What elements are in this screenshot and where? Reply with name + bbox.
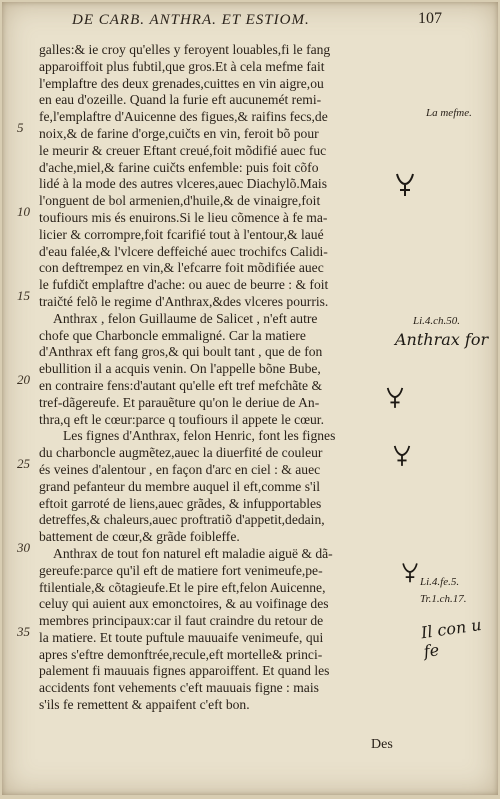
text-line: la matiere. Et toute puftule mauuaife venimeufe, qui	[39, 629, 324, 645]
line-number: 25	[17, 456, 30, 471]
text-line: membres principaux:car il faut craindre du retour de	[39, 613, 324, 629]
text-line: toufiours mis és enuirons.Si le lieu cõmence à fe ma-	[39, 209, 328, 225]
text-line: le meurir & creuer Eftant creué,foit mõdifié auec fuc	[39, 142, 327, 158]
text-line: ebullition il a acquis venin. On l'appelle bõne Bube,	[39, 361, 321, 377]
text-line: battement de cœur,& grãde foibleffe.	[39, 529, 240, 545]
margin-reference: La mefme.	[426, 107, 472, 119]
marginal-mark-icon	[394, 170, 416, 198]
marginal-mark-icon	[400, 560, 420, 584]
text-line: apres s'eftre demonftrée,recule,eft mortelle& princi-	[39, 646, 323, 662]
marginal-mark-icon	[385, 384, 405, 410]
text-line: Anthrax de tout fon naturel eft maladie aiguë & dã-	[53, 545, 333, 561]
text-line: du charboncle augmẽtez,auec la diuerfité de couleur	[39, 445, 323, 461]
text-line: accidents font vehements c'eft mauuais figne : mais	[39, 680, 319, 696]
text-line: lidé à la mode des autres vlceres,auec Diachylõ.Mais	[39, 176, 327, 192]
line-number: 35	[17, 624, 30, 639]
main-text-block	[39, 42, 411, 714]
text-line: tref-dãgereufe. Et parauẽture qu'on le deriue de An-	[39, 394, 320, 410]
handwritten-flourish: Il con u fe	[419, 615, 483, 662]
catchword: Des	[371, 737, 393, 752]
text-line: con deftrempez en vin,& l'efcarre foit mõdifiée auec	[39, 260, 324, 276]
text-line: grand pefanteur du membre auquel il eft,comme s'il	[39, 478, 321, 494]
text-line: licier & corrompre,foit fcarifié tout à l'entour,& laué	[39, 226, 324, 242]
line-number: 15	[17, 288, 30, 303]
line-number: 10	[17, 204, 30, 219]
text-line: ftilentiale,& cõtagieufe.Et le pire eft,felon Auicenne,	[39, 579, 326, 595]
text-line: l'emplaftre des deux grenades,cuittes en vin aigre,ou	[39, 75, 324, 91]
text-line: traičté felõ le regime d'Anthrax,&des vlceres pourris.	[39, 293, 329, 309]
text-line: s'ils fe remettent & appaifent c'eft bon.	[39, 697, 250, 713]
running-head: DE CARB. ANTHRA. ET ESTIOM.	[72, 12, 310, 28]
text-line: Anthrax , felon Guillaume de Salicet , n'eft autre	[53, 310, 318, 326]
line-number: 5	[17, 120, 24, 135]
book-page	[2, 2, 498, 795]
text-line: thra,q eft le cœur:parce q toufiours il appete le cœur.	[39, 411, 324, 427]
text-line: d'Anthrax eft fang gros,& qui boult tant , que de fon	[39, 344, 323, 360]
text-line: apparoiffoit plus fubtil,que gros.Et à cela mefme fait	[39, 58, 325, 74]
margin-reference: Tr.1.ch.17.	[420, 593, 467, 605]
marginal-mark-icon	[392, 442, 412, 468]
margin-reference: Li.4.fe.5.	[420, 576, 460, 588]
text-line: palement fi mauuais fignes apparoiffent. Et quand les	[39, 663, 330, 679]
text-line: en eau d'ozeille. Quand la furie eft aucunemét remi-	[39, 92, 322, 108]
text-line: d'eau falée,& l'vlcere deffeiché auec trochifcs Calidi-	[39, 243, 328, 259]
text-line: celuy qui auient aux emonctoires, & au voifinage des	[39, 596, 329, 612]
text-line: és veines d'alentour , en façon d'arc en ciel : & auec	[39, 461, 321, 477]
line-number: 20	[17, 372, 30, 387]
page-number: 107	[418, 10, 442, 27]
text-line: fe,l'emplaftre d'Auicenne des figues,& raifins fecs,de	[39, 109, 328, 125]
text-line: Les fignes d'Anthrax, felon Henric, font les fignes	[63, 428, 336, 444]
text-line: le fufdičt emplaftre d'ache: ou auec de beurre : & foit	[39, 277, 329, 293]
text-line: chofe que Charboncle emmaligné. Car la matiere	[39, 327, 306, 343]
handwritten-annotation: Anthrax for	[395, 330, 489, 349]
margin-reference: Li.4.ch.50.	[413, 315, 461, 327]
line-number: 30	[17, 540, 30, 555]
text-line: galles:& ie croy qu'elles y feroyent louables,fi le fang	[39, 42, 331, 57]
text-line: noix,& de farine d'orge,cuičts en vin, feroit bõ pour	[39, 125, 319, 141]
text-line: en contraire fens:d'autant qu'elle eft tref mefchãte &	[39, 377, 323, 393]
text-line: eftoit garroté de liens,auec grãdes, & infupportables	[39, 495, 322, 511]
page-header	[72, 10, 442, 36]
text-line: gereufe:parce qu'il eft de matiere fort venimeufe,pe-	[39, 562, 323, 578]
text-line: detreffes,& chaleurs,auec proftratiõ d'appetit,dedain,	[39, 512, 325, 528]
text-line: l'onguent de bol armenien,d'huile,& de vinaigre,foit	[39, 193, 321, 209]
text-line: d'ache,miel,& farine cuičts enfemble: puis foit cõfo	[39, 159, 319, 175]
